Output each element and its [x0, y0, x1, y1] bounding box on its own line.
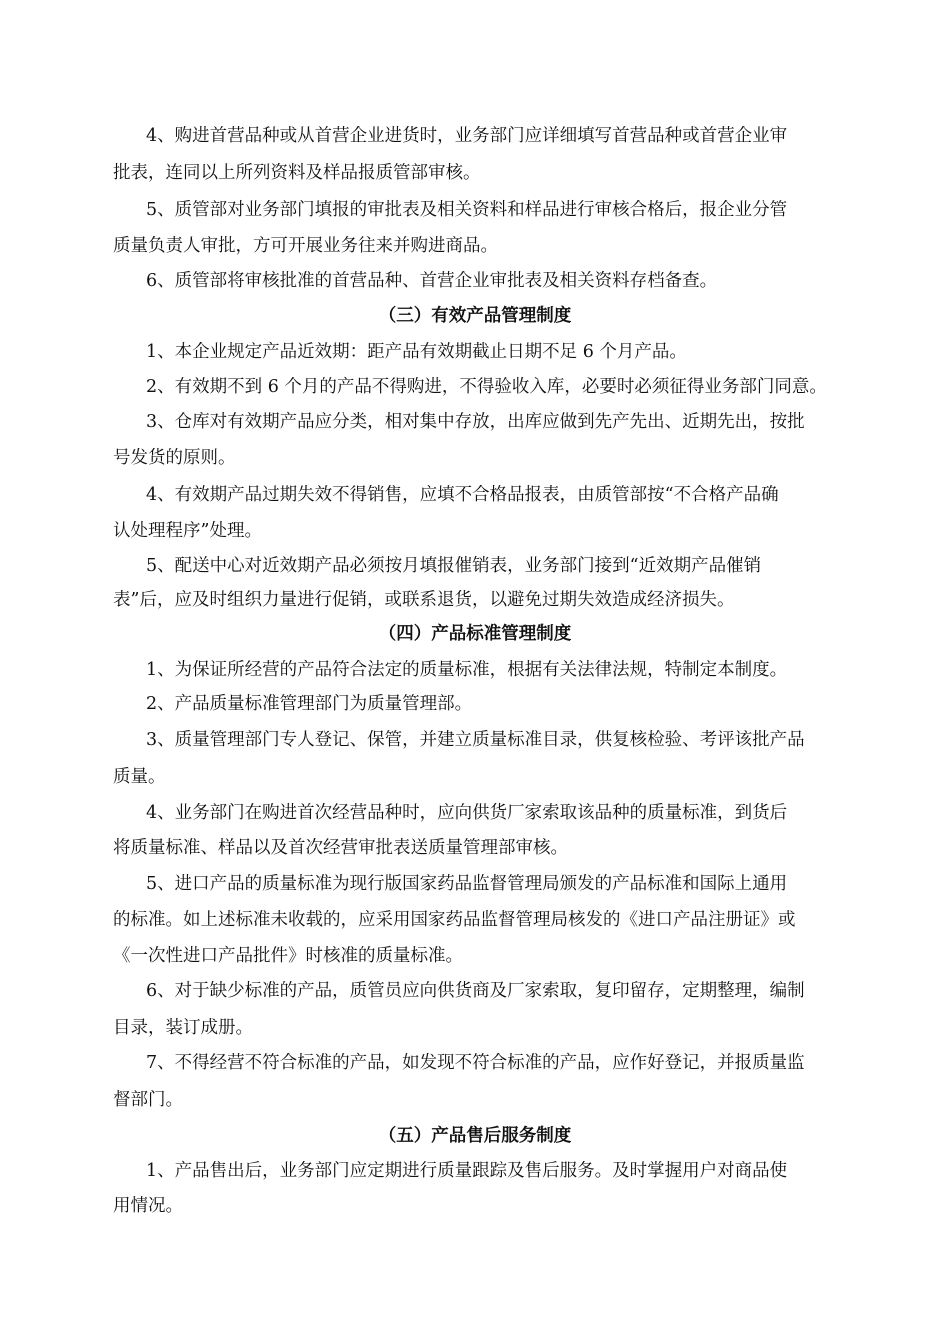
paragraph-line: 7、不得经营不符合标准的产品，如发现不符合标准的产品，应作好登记，并报质量监	[146, 1053, 805, 1073]
paragraph-line: 督部门。	[113, 1090, 183, 1110]
paragraph-line: 3、质量管理部门专人登记、保管，并建立质量标准目录，供复核检验、考评该批产品	[146, 730, 805, 750]
section-heading: （四）产品标准管理制度	[378, 624, 572, 644]
paragraph-line: 6、对于缺少标准的产品，质管员应向供货商及厂家索取，复印留存，定期整理，编制	[146, 981, 805, 1001]
paragraph-line: 质量负责人审批，方可开展业务往来并购进商品。	[113, 236, 498, 256]
paragraph-line: 6、质管部将审核批准的首营品种、首营企业审批表及相关资料存档备查。	[146, 271, 718, 291]
paragraph-line: 5、进口产品的质量标准为现行版国家药品监督管理局颁发的产品标准和国际上通用	[146, 874, 788, 894]
paragraph-line: 4、业务部门在购进首次经营品种时，应向供货厂家索取该品种的质量标准，到货后	[146, 803, 788, 823]
paragraph-line: 质量。	[113, 767, 166, 787]
paragraph-line: 4、有效期产品过期失效不得销售，应填不合格品报表，由质管部按“不合格产品确	[146, 485, 779, 505]
section-heading: （五）产品售后服务制度	[378, 1126, 572, 1146]
paragraph-line: 2、产品质量标准管理部门为质量管理部。	[146, 694, 473, 714]
paragraph-line: 号发货的原则。	[113, 448, 236, 468]
paragraph-line: 3、仓库对有效期产品应分类，相对集中存放，出库应做到先产先出、近期先出，按批	[146, 412, 805, 432]
paragraph-line: 表”后，应及时组织力量进行促销，或联系退货，以避免过期失效造成经济损失。	[113, 590, 735, 610]
paragraph-line: 2、有效期不到 6 个月的产品不得购进，不得验收入库，必要时必须征得业务部门同意。	[146, 377, 827, 397]
paragraph-line: 认处理程序”处理。	[113, 521, 262, 541]
paragraph-line: 《一次性进口产品批件》时核准的质量标准。	[113, 946, 463, 966]
paragraph-line: 目录，装订成册。	[113, 1018, 253, 1038]
section-heading: （三）有效产品管理制度	[378, 306, 572, 326]
paragraph-line: 5、配送中心对近效期产品必须按月填报催销表，业务部门接到“近效期产品催销	[146, 556, 762, 576]
paragraph-line: 1、产品售出后，业务部门应定期进行质量跟踪及售后服务。及时掌握用户对商品使	[146, 1161, 788, 1181]
paragraph-line: 的标准。如上述标准未收载的，应采用国家药品监督管理局核发的《进口产品注册证》或	[113, 910, 796, 930]
paragraph-line: 4、购进首营品种或从首营企业进货时，业务部门应详细填写首营品种或首营企业审	[146, 126, 788, 146]
paragraph-line: 用情况。	[113, 1196, 183, 1216]
paragraph-line: 1、本企业规定产品近效期：距产品有效期截止日期不足 6 个月产品。	[146, 342, 687, 362]
paragraph-line: 批表，连同以上所列资料及样品报质管部审核。	[113, 163, 481, 183]
paragraph-line: 1、为保证所经营的产品符合法定的质量标准，根据有关法律法规，特制定本制度。	[146, 660, 788, 680]
paragraph-line: 5、质管部对业务部门填报的审批表及相关资料和样品进行审核合格后，报企业分管	[146, 200, 788, 220]
paragraph-line: 将质量标准、样品以及首次经营审批表送质量管理部审核。	[113, 838, 568, 858]
